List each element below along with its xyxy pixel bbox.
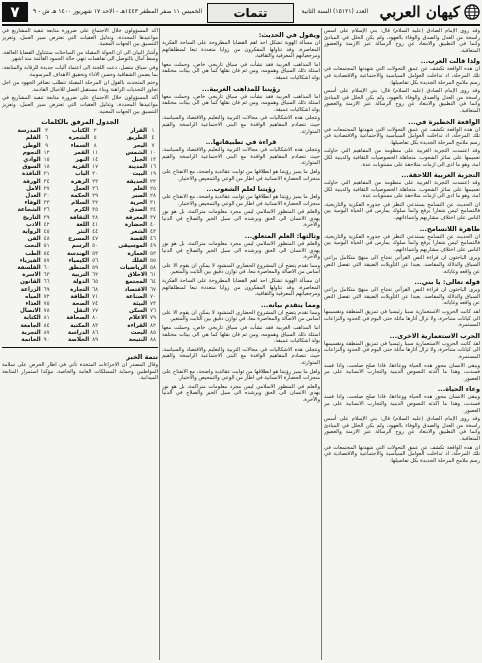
row-number: ٢٩ [92, 192, 99, 199]
row-number: ٧٢ [43, 293, 50, 300]
article-paragraph: ويبقى الانسان محور هذه الحياة ووعاءها، فاذا صلح صلحت، واذا فسد فسدت، وهذا ما اكدته النصوص الدينية والتجارب الانسانية على مر العصور. [324, 394, 480, 414]
word-cell: القلم [25, 135, 41, 142]
table-row [2, 265, 158, 272]
table-row [2, 164, 158, 171]
table-row [2, 193, 158, 200]
row-number: ٢٥ [149, 185, 156, 192]
row-number: ١٧ [92, 164, 99, 171]
column-divider [321, 28, 322, 660]
article-subheading: الواقعة الخطيرة في... [408, 117, 480, 126]
word-cell: المدينة [128, 164, 147, 171]
bottom-article [2, 347, 158, 382]
word-cell: التجربة [21, 329, 41, 336]
row-number: ٨٤ [43, 322, 50, 329]
row-number: ٨١ [43, 315, 50, 322]
word-cell: البحر [133, 142, 147, 149]
article-paragraph: اما المذاهب الغربية فقد نشأت في سياق تاريخي خاص، وحملت معها اسئلة ذلك السياق وهمومه، ومن ثم فان نقلها كما هي الى بيئات مختلفة يولد اشكاليات عميقة. [162, 325, 320, 345]
word-cell: التجارة [70, 286, 90, 293]
word-cell: النافذة [22, 171, 41, 178]
row-number: ٤٤ [92, 228, 99, 235]
word-cell: الفن [27, 236, 41, 243]
word-cell: الدولة [72, 279, 90, 286]
word-cell: الصحافة [66, 315, 90, 322]
issue-date-line: الخميس ١١ صفر المظفر ١٤٤٣هـ - الاحد ١٧ شهريور ١٤٠٠ هـ ش - ٩ [33, 8, 202, 15]
row-number: ٤٦ [149, 236, 156, 243]
row-number: ٢ [93, 128, 97, 135]
word-cell: الوفاء [24, 200, 41, 207]
row-number: ٨٦ [92, 329, 99, 336]
table-row [2, 171, 158, 178]
word-cell: الصحة [72, 301, 90, 307]
word-cell: الثقافة [69, 214, 90, 221]
row-number: ١٩ [149, 171, 156, 178]
row-number: ٦٧ [149, 286, 156, 293]
row-number: ٩٠ [43, 337, 50, 344]
table-row [2, 143, 158, 150]
article-paragraph: وفي سياق متصل، دعت اللجنة الى اعتماد آليات جديدة للرقابة والمتابعة، بما يضمن الشفافية وحسن الاداء وتحقيق الاهداف المرسومة. [2, 64, 158, 78]
word-cell: المياه [25, 293, 41, 300]
word-cell: القانون [20, 279, 41, 286]
word-cell: الاقتصاد [124, 286, 147, 293]
row-number: ٢٢ [149, 178, 156, 185]
table-row [2, 128, 158, 135]
article-paragraph: ويرى الباحثون ان قراءة النص القرآني تحتاج الى منهج متكامل يراعي السياق والدلالة والمقاصد، بعيدا عن التأويلات الضيقة التي تفصل النص عن واقعه وغاياته. [324, 255, 480, 275]
article-paragraph: ان هذه الواقعة تكشف عن عمق التحولات التي شهدتها المجتمعات في تلك المرحلة، اذ تداخلت العوامل السياسية والاجتماعية والاقتصادية في رسم ملامح المرحلة الجديدة بكل تفاصيلها. [324, 444, 480, 464]
row-number: ٨٩ [92, 337, 99, 344]
word-cell: الموسيقى [118, 243, 147, 250]
row-number: ٨٥ [149, 329, 156, 336]
row-number: ٧ [151, 142, 155, 149]
table-row [2, 287, 158, 294]
table-row [2, 315, 158, 322]
row-number: ٤٩ [149, 243, 156, 250]
row-number: ٦٣ [43, 272, 50, 279]
table-row [2, 258, 158, 265]
article-paragraph: وأشار البيان الى ان الجولة المقبلة من المباحثات ستتناول القضايا العالقة، وسط آمال بالتوصل الى تفاهمات تنهي حالة الجمود القائمة منذ اشهر. [2, 49, 158, 63]
table-row [2, 337, 158, 344]
article-subheading: قراءة في تطبيقاتها... [205, 138, 277, 147]
row-number: ٦٠ [43, 264, 50, 271]
word-cell: العلم [133, 185, 147, 192]
row-number: ٧٥ [43, 301, 50, 307]
word-cell: البيت [132, 171, 147, 178]
article-paragraph: ومما تقدم يتضح ان المشروع الحضاري المنشود لا يمكن ان يقوم الا على اساس من الاصالة والمعاصرة معا، في توازن دقيق بين الثابت والمتغير. [162, 262, 320, 276]
article-paragraph: أكد المسؤولون خلال الاجتماع على ضرورة متابعة تنفيذ المشاريع في مواعيدها المحددة، وتذليل العقبات التي تعترض سير العمل، وتعزيز التنسيق بين الجهات المعنية. [2, 28, 158, 48]
word-cell: القمر [73, 149, 90, 156]
word-cell: الرياضيات [119, 264, 147, 271]
article-paragraph: اما المذاهب الغربية فقد نشأت في سياق تاريخي خاص، وحملت معها اسئلة ذلك السياق وهمومه، ومن ثم فان نقلها كما هي الى بيئات مختلفة يولد اشكاليات عميقة. [162, 93, 320, 113]
row-number: ٤٥ [43, 228, 50, 235]
word-cell: القراءة [127, 322, 147, 329]
row-number: ٩ [45, 142, 49, 149]
word-cell: المسرح [68, 236, 90, 243]
word-cell: العمارة [127, 250, 147, 257]
word-cell: الباب [75, 171, 90, 178]
row-number: ٣٧ [149, 214, 156, 221]
word-cell: القرار [130, 128, 147, 135]
row-number: ٤٣ [149, 228, 156, 235]
word-cell: النتيجة [128, 337, 147, 344]
word-cell: الحديقة [126, 178, 147, 185]
row-number: ٤٢ [43, 221, 50, 228]
word-cell: الورقة [22, 178, 41, 185]
row-number: ١٥ [43, 156, 50, 163]
article-subheading: وعاء الحياة... [437, 385, 480, 394]
word-cell: البيئة [132, 301, 147, 307]
row-number: ١٨ [43, 164, 50, 171]
word-cell: العمل [73, 185, 90, 192]
word-cell: الطب [25, 250, 41, 257]
row-number: ٦٩ [43, 286, 50, 293]
word-cell: المدرسة [17, 128, 41, 135]
table-row [2, 294, 158, 301]
row-number: ٣٨ [92, 214, 99, 221]
newspaper-logo [372, 2, 480, 22]
row-number: ٥٤ [43, 250, 50, 257]
row-number: ١٤ [92, 156, 99, 163]
row-number: ٦ [45, 135, 49, 142]
row-number: ٦٤ [149, 279, 156, 286]
word-cell: المكتبة [70, 322, 90, 329]
word-cell: السكن [129, 308, 147, 315]
word-cell: الوادي [23, 156, 41, 163]
row-number: ٤١ [92, 221, 99, 228]
row-number: ٣٠ [43, 192, 50, 199]
row-number: ٧٩ [149, 315, 156, 322]
word-cell: النثر [77, 228, 90, 235]
row-number: ٢٧ [43, 185, 50, 192]
column-left [2, 28, 158, 660]
row-number: ٦٦ [43, 279, 50, 286]
word-cell: الاسرة [22, 272, 41, 279]
word-cell: العدل [25, 192, 41, 199]
word-table [2, 128, 158, 344]
table-row [2, 272, 158, 279]
row-number: ٤٧ [92, 236, 99, 243]
row-number: ١١ [92, 149, 99, 156]
row-number: ٨٨ [149, 337, 156, 344]
word-cell: التربية [71, 272, 90, 279]
table-heading: الجدول المرفق بالكلمات [41, 118, 119, 127]
word-cell: الحرية [129, 200, 147, 207]
table-row [2, 323, 158, 330]
row-number: ٢١ [43, 171, 50, 178]
column-middle [162, 28, 320, 660]
article-paragraph: ويرى الباحثون ان قراءة النص القرآني تحتاج الى منهج متكامل يراعي السياق والدلالة والمقاصد، بعيدا عن التأويلات الضيقة التي تفصل النص عن واقعه وغاياته. [324, 287, 480, 307]
article-paragraph: لقد كانت الحروب الاستعمارية سببا رئيسيا في تمزيق المنطقة وتقسيمها الى كيانات متناحرة، ولا تزال آثارها ماثلة حتى اليوم في الحدود والنزاعات المستمرة. [324, 309, 480, 329]
word-cell: الدراسة [67, 329, 90, 336]
masthead [2, 2, 480, 22]
word-cell: البحث [130, 329, 147, 336]
column-right [324, 28, 480, 660]
row-number: ٦٨ [92, 286, 99, 293]
row-number: ٤٠ [149, 221, 156, 228]
word-cell: الخلاصة [68, 337, 90, 344]
row-number: ٧٤ [92, 301, 99, 307]
article-paragraph: لقد كانت الحروب الاستعمارية سببا رئيسيا في تمزيق المنطقة وتقسيمها الى كيانات متناحرة، ولا تزال آثارها ماثلة حتى اليوم في الحدود والنزاعات المستمرة. [324, 340, 480, 360]
row-number: ٥٧ [43, 257, 50, 264]
table-row [2, 236, 158, 243]
table-row [2, 279, 158, 286]
row-number: ٨٣ [92, 322, 99, 329]
table-row [2, 215, 158, 222]
word-cell: الشمس [125, 149, 147, 156]
row-number: ٦١ [149, 272, 156, 279]
row-number: ٥٣ [92, 250, 99, 257]
article-subheading: رؤيتنا لعلم الشعوب... [206, 185, 276, 194]
row-number: ٥٦ [92, 257, 99, 264]
row-number: ٧٦ [149, 308, 156, 315]
logo-text: كيهان العربي [379, 3, 460, 21]
row-number: ٢٤ [43, 178, 50, 185]
row-number: ٥ [93, 135, 97, 142]
row-number: ٦٥ [92, 279, 99, 286]
row-number: ١٠ [149, 149, 156, 156]
article-subheading: ظاهرة اللاتسامح... [419, 224, 480, 233]
word-cell: الصناعة [125, 293, 147, 300]
article-paragraph: ان هذه الواقعة تكشف عن عمق التحولات التي شهدتها المجتمعات في تلك المرحلة، اذ تداخلت العوامل السياسية والاجتماعية والاقتصادية في رسم ملامح المرحلة الجديدة بكل تفاصيلها. [324, 126, 480, 146]
row-number: ٧١ [92, 293, 99, 300]
word-cell: السلام [71, 200, 90, 207]
row-number: ٣٥ [92, 207, 99, 214]
word-cell: الكتاب [71, 128, 90, 135]
table-row [2, 186, 158, 193]
word-cell: النحت [24, 243, 41, 250]
article-paragraph: والعلم في المنظور الاسلامي ليس مجرد معلومات متراكمة، بل هو نور يهدي الانسان الى الحق ويرشده الى سبل الخير والصلاح في الدنيا والآخرة. [162, 383, 320, 403]
word-cell: القصة [130, 236, 147, 243]
word-cell: اللغة [76, 221, 90, 228]
word-cell: المعرفة [125, 214, 147, 221]
article-paragraph: ولعل ما يميز رؤيتنا هو انطلاقها من ثوابت عقائدية واضحة، مع الانفتاح على منجزات الحضارة الانسانية في اطار من الوعي والتمحيص والاختيار. [162, 168, 320, 182]
table-row [2, 157, 158, 164]
word-cell: الشجاعة [17, 207, 41, 214]
article-paragraph: والعلم في المنظور الاسلامي ليس مجرد معلومات متراكمة، بل هو نور يهدي الانسان الى الحق ويرشده الى سبل الخير والصلاح في الدنيا والآخرة. [162, 241, 320, 261]
row-number: ٢٨ [149, 192, 156, 199]
word-cell: المنطق [68, 264, 90, 271]
issue-number: العدد (١٥١٢١) السنة الثانية [301, 8, 368, 15]
column-divider [159, 28, 160, 660]
article-subheading: الحرب الاستعمارية الاخرى... [389, 331, 480, 340]
word-cell: الطاقة [70, 293, 90, 300]
table-row [2, 135, 158, 142]
article-subheading: وثالثها: العلم المتعلق... [244, 232, 320, 241]
word-cell: الوطن [22, 142, 41, 149]
word-cell: الكيمياء [68, 257, 90, 264]
row-number: ٧٠ [149, 293, 156, 300]
row-number: ٧٧ [92, 308, 99, 315]
article-paragraph: أكد المسؤولون خلال الاجتماع على ضرورة متابعة تنفيذ المشاريع في مواعيدها المحددة، وتذليل العقبات التي تعترض سير العمل، وتعزيز التنسيق بين الجهات المعنية. [2, 95, 158, 115]
row-number: ١٢ [43, 149, 50, 156]
article-paragraph: وقد روى الإمام الصادق (عليه السلام) قال: بني الإسلام على أسس راسخة من العدل والصدق والوفاء بالعهود، ولم يكن الخلل في المبادئ وانما في التطبيق والابتعاد عن روح الرسالة عبر الازمنة والعصور المتعاقبة. [324, 88, 480, 114]
row-number: ٥٥ [149, 257, 156, 264]
row-number: ٣٢ [92, 200, 99, 207]
article-paragraph: ان مسألة الهوية تشكل احد اهم القضايا المطروحة على الساحة الفكرية المعاصرة، وقد تناولها المفكرون من زوايا متعددة تبعا لمنطلقاتهم ومرجعياتهم المعرفية والثقافية. [162, 40, 320, 60]
word-cell: الجبل [131, 156, 147, 163]
row-number: ١٣ [149, 156, 156, 163]
article-subheading: ومما يتقدم بيانه... [260, 300, 320, 309]
article-paragraph: وقد اعتمدت التجربة الغربية على منظومة من المفاهيم التي حاولت تعميمها على سائر الشعوب، متجاهلة الخصوصيات الثقافية والدينية لكل امة، وهو ما ادى الى ازمات متلاحقة على مستويات عدة. [324, 148, 480, 168]
article-subheading: تتمة الخبر [126, 353, 158, 362]
row-number: ٣٦ [43, 207, 50, 214]
row-number: ٨ [93, 142, 97, 149]
article-paragraph: وقد اعتمدت التجربة الغربية على منظومة من المفاهيم التي حاولت تعميمها على سائر الشعوب، متجاهلة الخصوصيات الثقافية والدينية لكل امة، وهو ما ادى الى ازمات متلاحقة على مستويات عدة. [324, 180, 480, 200]
article-paragraph: وتتجلى هذه الاشكاليات في مجالات التربية والتعليم والاقتصاد والسياسة، حيث تتصادم المفاهيم الوافدة مع البنى الاجتماعية الراسخة والقيم المتوارثة. [162, 115, 320, 135]
row-number: ٧٣ [149, 301, 156, 307]
row-number: ٣٤ [149, 207, 156, 214]
word-cell: القرية [72, 164, 90, 171]
row-number: ٣١ [149, 200, 156, 207]
word-cell: السماء [70, 142, 90, 149]
row-number: ٨٧ [43, 329, 50, 336]
word-cell: السوق [22, 164, 41, 171]
word-cell: الحضارة [124, 221, 147, 228]
word-cell: التاريخ [22, 214, 41, 221]
row-number: ١٦ [149, 164, 156, 171]
word-cell: الفلسفة [17, 264, 41, 271]
article-paragraph: ولعل ما يميز رؤيتنا هو انطلاقها من ثوابت عقائدية واضحة، مع الانفتاح على منجزات الحضارة الانسانية في اطار من الوعي والتمحيص والاختيار. [162, 368, 320, 382]
row-number: ٨٢ [149, 322, 156, 329]
article-paragraph: ان الحديث عن التسامح يستدعي النظر في جذوره الفكرية والتاريخية، فالتسامح ليس شعارا يرفع وانما سلوك يمارس في الحياة اليومية بين الناس على اختلاف مشاربهم وانتماءاتهم. [324, 233, 480, 253]
word-cell: الامل [26, 185, 41, 192]
row-number: ٢٠ [92, 171, 99, 178]
article-subheading: قوله تعالى: يا بني... [414, 278, 480, 287]
row-number: ٣٩ [43, 214, 50, 221]
row-number: ٢٦ [92, 185, 99, 192]
table-row [2, 330, 158, 337]
article-paragraph: وقد روى الإمام الصادق (عليه السلام) قال: بني الإسلام على أسس راسخة من العدل والصدق والوفاء بالعهود، ولم يكن الخلل في المبادئ وانما في التطبيق والابتعاد عن روح الرسالة عبر الازمنة والعصور المتعاقبة. [324, 28, 480, 54]
word-cell: النهر [75, 156, 90, 163]
word-cell: الاعلام [128, 315, 147, 322]
article-paragraph: ان مسألة الهوية تشكل احد اهم القضايا المطروحة على الساحة الفكرية المعاصرة، وقد تناولها المفكرون من زوايا متعددة تبعا لمنطلقاتهم ومرجعياتهم المعرفية والثقافية. [162, 278, 320, 298]
row-number: ٣٣ [43, 200, 50, 207]
page-number: ٧ [2, 2, 28, 22]
word-cell: الفلك [131, 257, 147, 264]
article-paragraph: ومما تقدم يتضح ان المشروع الحضاري المنشود لا يمكن ان يقوم الا على اساس من الاصالة والمعاصرة معا، في توازن دقيق بين الثابت والمتغير. [162, 309, 320, 323]
word-cell: الجامعة [20, 322, 41, 329]
word-cell: الفيزياء [19, 257, 41, 264]
row-number: ٥٢ [149, 250, 156, 257]
table-row [2, 150, 158, 157]
table-row [2, 222, 158, 229]
word-cell: الزراعة [20, 286, 41, 293]
article-subheading: رؤيتنا للمذاهب الغربية... [201, 84, 281, 93]
article-subheading: ولذا قالت العرب... [420, 57, 480, 66]
word-cell: الصدق [129, 207, 147, 214]
row-number: ٥١ [43, 243, 50, 250]
article-paragraph: ان الحديث عن التسامح يستدعي النظر في جذوره الفكرية والتاريخية، فالتسامح ليس شعارا يرفع وانما سلوك يمارس في الحياة اليومية بين الناس على اختلاف مشاربهم وانتماءاتهم. [324, 201, 480, 222]
row-number: ٦٢ [92, 272, 99, 279]
word-cell: الشجرة [68, 135, 90, 142]
word-cell: الحكمة [70, 192, 90, 199]
article-paragraph: وقد روى الإمام الصادق (عليه السلام) قال: بني الإسلام على أسس راسخة من العدل والصدق والوفاء بالعهود، ولم يكن الخلل في المبادئ وانما في التطبيق والابتعاد عن روح الرسالة عبر الازمنة والعصور المتعاقبة. [324, 416, 480, 442]
row-number: ٣ [45, 128, 49, 135]
word-cell: الاخلاق [127, 272, 147, 279]
word-cell: الرواية [22, 228, 41, 235]
article-paragraph: وقال المصدر ان الاجراءات المتخذة تأتي في اطار الحرص على سلامة المواطنين وحماية الممتلكات العامة والخاصة، مؤكدا استمرار المتابعة الميدانية. [2, 362, 158, 382]
word-cell: الطريق [126, 135, 147, 142]
globe-icon [464, 4, 480, 20]
row-number: ٤٨ [43, 236, 50, 243]
row-number: ٨٠ [92, 315, 99, 322]
table-row [2, 243, 158, 250]
word-cell: الخاتمة [21, 337, 41, 344]
section-title: تتمات [207, 3, 294, 23]
word-cell: الغذاء [25, 301, 41, 307]
article-paragraph: اما المذاهب الغربية فقد نشأت في سياق تاريخي خاص، وحملت معها اسئلة ذلك السياق وهمومه، ومن ثم فان نقلها كما هي الى بيئات مختلفة يولد اشكاليات عميقة. [162, 61, 320, 81]
row-number: ٥٩ [92, 264, 99, 271]
article-paragraph: والعلم في المنظور الاسلامي ليس مجرد معلومات متراكمة، بل هو نور يهدي الانسان الى الحق ويرشده الى سبل الخير والصلاح في الدنيا والآخرة. [162, 209, 320, 229]
word-cell: النجوم [22, 149, 41, 156]
article-paragraph: ويبقى الانسان محور هذه الحياة ووعاءها، فاذا صلح صلحت، واذا فسد فسدت، وهذا ما اكدته النصوص الدينية والتجارب الانسانية على مر العصور. [324, 362, 480, 382]
article-paragraph: ولعل ما يميز رؤيتنا هو انطلاقها من ثوابت عقائدية واضحة، مع الانفتاح على منجزات الحضارة الانسانية في اطار من الوعي والتمحيص والاختيار. [162, 194, 320, 207]
article-paragraph: ان هذه الواقعة تكشف عن عمق التحولات التي شهدتها المجتمعات في تلك المرحلة، اذ تداخلت العوامل السياسية والاجتماعية والاقتصادية في رسم ملامح المرحلة الجديدة بكل تفاصيلها. [324, 66, 480, 86]
row-number: ٥٠ [92, 243, 99, 250]
article-paragraph: وختم المتحدث بالقول ان المرحلة المقبلة تتطلب تضافر الجهود من اجل تجاوز التحديات الراهنة وبناء مستقبل افضل للاجيال القادمة. [2, 80, 158, 93]
word-cell: الادب [26, 221, 41, 228]
word-cell: الاتصال [19, 308, 41, 315]
word-cell: الزهرة [70, 178, 90, 185]
table-row [2, 229, 158, 236]
row-number: ٥٨ [149, 264, 156, 271]
masthead-rule [2, 24, 480, 26]
row-number: ٧٨ [43, 308, 50, 315]
word-cell: الهندسة [67, 250, 90, 257]
article-subheading: ويقول في الحديث: [258, 31, 320, 39]
row-number: ٢٣ [92, 178, 99, 185]
word-cell: المجتمع [125, 279, 147, 286]
table-row [2, 179, 158, 186]
word-cell: النقل [73, 308, 90, 315]
table-row [2, 207, 158, 214]
row-number: ١ [151, 128, 155, 135]
word-cell: الشعر [130, 228, 147, 235]
article-subheading: التجربة الغربية اللاحقة... [401, 171, 480, 180]
row-number: ٤ [151, 135, 155, 142]
word-cell: الكرم [74, 207, 90, 214]
article-paragraph: وتتجلى هذه الاشكاليات في مجالات التربية والتعليم والاقتصاد والسياسة، حيث تتصادم المفاهيم الوافدة مع البنى الاجتماعية الراسخة والقيم المتوارثة. [162, 147, 320, 167]
word-cell: الرسم [71, 243, 90, 250]
word-cell: الصبر [131, 192, 147, 199]
table-row [2, 251, 158, 258]
word-cell: الكتابة [23, 315, 41, 322]
article-paragraph: وتتجلى هذه الاشكاليات في مجالات التربية والتعليم والاقتصاد والسياسة، حيث تتصادم المفاهيم الوافدة مع البنى الاجتماعية الراسخة والقيم المتوارثة. [162, 346, 320, 366]
